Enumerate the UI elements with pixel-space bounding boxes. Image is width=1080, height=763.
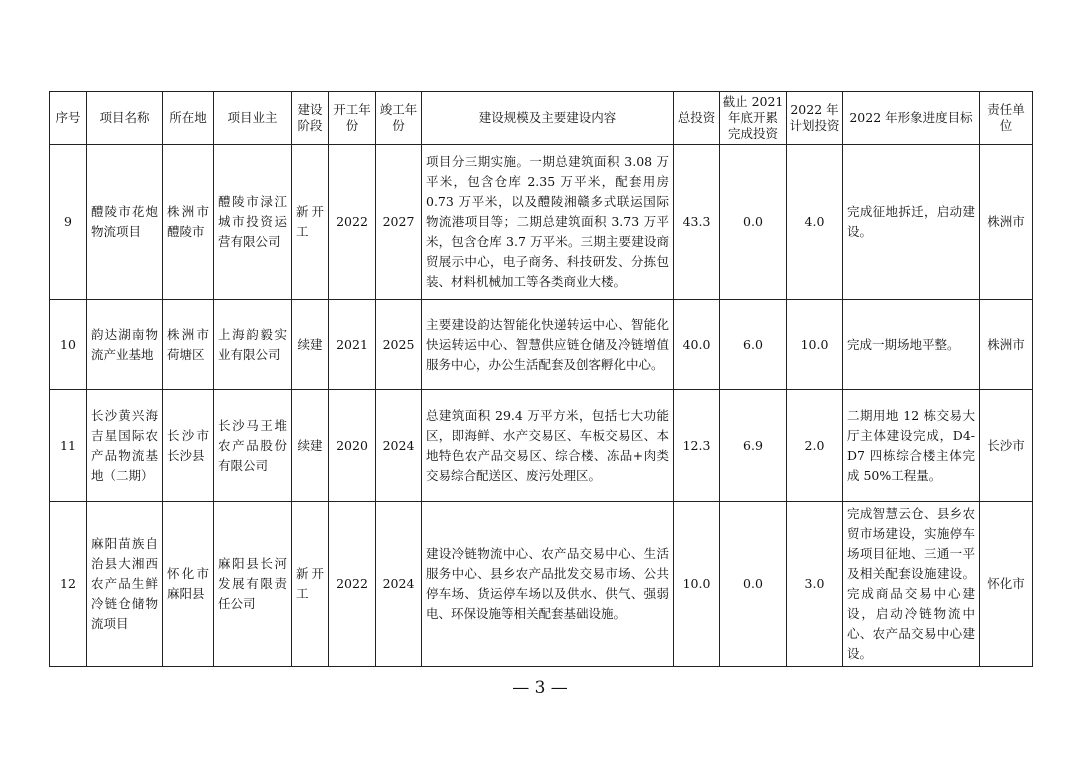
header-stage: 建设阶段 [292, 92, 329, 145]
cell-cumulative: 0.0 [720, 145, 787, 300]
cell-unit: 长沙市 [980, 390, 1033, 502]
cell-unit: 怀化市 [980, 502, 1033, 667]
cell-goal-2022: 完成征地拆迁，启动建设。 [843, 145, 980, 300]
cell-unit: 株洲市 [980, 300, 1033, 390]
cell-stage: 续建 [292, 390, 329, 502]
cell-stage: 新开工 [292, 145, 329, 300]
cell-start: 2022 [329, 502, 376, 667]
header-start: 开工年份 [329, 92, 376, 145]
cell-plan-2022: 2.0 [787, 390, 843, 502]
page-number: — 3 — [512, 678, 568, 698]
cell-goal-2022: 二期用地 12 栋交易大厅主体建设完成，D4-D7 四栋综合楼主体完成 50%工程量。 [843, 390, 980, 502]
header-name: 项目名称 [87, 92, 163, 145]
cell-seq: 10 [50, 300, 87, 390]
cell-name: 醴陵市花炮物流项目 [87, 145, 163, 300]
cell-seq: 11 [50, 390, 87, 502]
header-location: 所在地 [163, 92, 214, 145]
cell-location: 长沙市长沙县 [163, 390, 214, 502]
cell-content: 项目分三期实施。一期总建筑面积 3.08 万平米，包含仓库 2.35 万平米，配套用房 0.73 万平米，以及醴陵湘赣多式联运国际物流港项目等；二期总建筑面积 3.73 万平米，包含仓库 3.7 万平米。三期主要建设商贸展示中心，电子商务、科技研发、分拣包装、材料机械加工等各类商业大楼。 [422, 145, 674, 300]
cell-total: 40.0 [674, 300, 720, 390]
cell-owner: 醴陵市渌江城市投资运营有限公司 [214, 145, 292, 300]
cell-name: 麻阳苗族自治县大湘西农产品生鲜冷链仓储物流项目 [87, 502, 163, 667]
cell-plan-2022: 10.0 [787, 300, 843, 390]
cell-end: 2024 [376, 390, 422, 502]
cell-cumulative: 0.0 [720, 502, 787, 667]
header-content: 建设规模及主要建设内容 [422, 92, 674, 145]
header-row [50, 92, 1033, 145]
header-cumulative: 截止 2021 年底开累完成投资 [720, 92, 787, 145]
cell-content: 主要建设韵达智能化快递转运中心、智能化快运转运中心、智慧供应链仓储及冷链增值服务中心，办公生活配套及创客孵化中心。 [422, 300, 674, 390]
header-unit: 责任单位 [980, 92, 1033, 145]
cell-end: 2024 [376, 502, 422, 667]
cell-stage: 新开工 [292, 502, 329, 667]
cell-stage: 续建 [292, 300, 329, 390]
cell-start: 2022 [329, 145, 376, 300]
cell-content: 建设冷链物流中心、农产品交易中心、生活服务中心、县乡农产品批发交易市场、公共停车场、货运停车场以及供水、供气、强弱电、环保设施等相关配套基础设施。 [422, 502, 674, 667]
table-row [50, 145, 1033, 300]
cell-location: 怀化市麻阳县 [163, 502, 214, 667]
cell-goal-2022: 完成一期场地平整。 [843, 300, 980, 390]
cell-name: 韵达湖南物流产业基地 [87, 300, 163, 390]
cell-content: 总建筑面积 29.4 万平方米，包括七大功能区，即海鲜、水产交易区、车板交易区、本地特色农产品交易区、综合楼、冻品+肉类交易综合配送区、废污处理区。 [422, 390, 674, 502]
cell-start: 2021 [329, 300, 376, 390]
table-row [50, 390, 1033, 502]
cell-end: 2027 [376, 145, 422, 300]
header-total: 总投资 [674, 92, 720, 145]
cell-plan-2022: 3.0 [787, 502, 843, 667]
cell-end: 2025 [376, 300, 422, 390]
cell-cumulative: 6.9 [720, 390, 787, 502]
cell-owner: 上海韵毅实业有限公司 [214, 300, 292, 390]
cell-start: 2020 [329, 390, 376, 502]
cell-location: 株洲市荷塘区 [163, 300, 214, 390]
table-row [50, 502, 1033, 667]
header-owner: 项目业主 [214, 92, 292, 145]
table-row [50, 300, 1033, 390]
cell-owner: 麻阳县长河发展有限责任公司 [214, 502, 292, 667]
header-goal-2022: 2022 年形象进度目标 [843, 92, 980, 145]
cell-total: 10.0 [674, 502, 720, 667]
cell-location: 株洲市醴陵市 [163, 145, 214, 300]
cell-name: 长沙黄兴海吉星国际农产品物流基地（二期） [87, 390, 163, 502]
project-table [49, 91, 1033, 667]
cell-goal-2022: 完成智慧云仓、县乡农贸市场建设，实施停车场项目征地、三通一平及相关配套设施建设。完成商品交易中心建设，启动冷链物流中心、农产品交易中心建设。 [843, 502, 980, 667]
cell-owner: 长沙马王堆农产品股份有限公司 [214, 390, 292, 502]
header-end: 竣工年份 [376, 92, 422, 145]
cell-plan-2022: 4.0 [787, 145, 843, 300]
cell-seq: 9 [50, 145, 87, 300]
cell-total: 43.3 [674, 145, 720, 300]
header-plan-2022: 2022 年计划投资 [787, 92, 843, 145]
cell-unit: 株洲市 [980, 145, 1033, 300]
header-seq: 序号 [50, 92, 87, 145]
cell-total: 12.3 [674, 390, 720, 502]
cell-cumulative: 6.0 [720, 300, 787, 390]
cell-seq: 12 [50, 502, 87, 667]
